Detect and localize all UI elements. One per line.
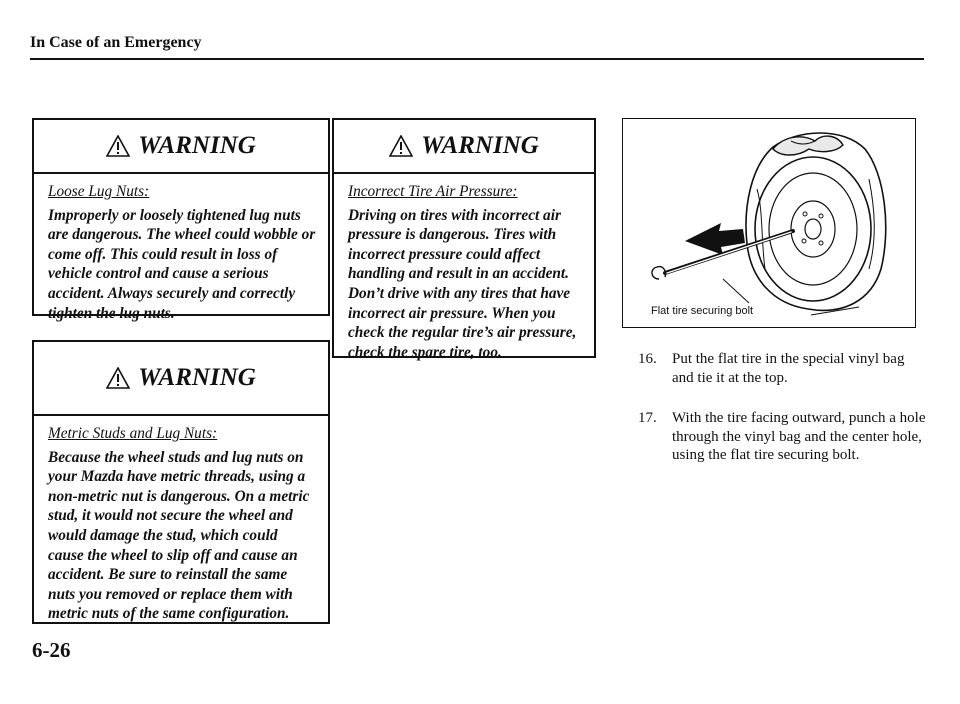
warning-box-tire-pressure xyxy=(332,118,596,361)
warning-text: Improperly or loosely tightened lug nuts are dangerous. The wheel could wobble or come off. This could result in loss of vehicle control and cause a serious accident. Always securely and correctly tighten the lug nuts. xyxy=(48,206,316,322)
warning-triangle-icon xyxy=(389,135,413,157)
warning-box-loose-lug-nuts xyxy=(32,118,330,322)
step-number: 16. xyxy=(638,351,657,367)
header-rule xyxy=(30,58,924,60)
step-item xyxy=(638,409,928,465)
warning-heading xyxy=(34,342,328,416)
warning-heading xyxy=(34,120,328,174)
instruction-steps xyxy=(638,350,928,487)
step-number: 17. xyxy=(638,410,657,426)
warning-triangle-icon xyxy=(106,135,130,157)
warning-text: Because the wheel studs and lug nuts on your Mazda have metric threads, using a non-metric nut is dangerous. On a metric stud, it would not secure the wheel and would damage the stud, which could cause the wheel to slip off and cause an accident. Be sure to reinstall the same nuts you removed or replace them with metric nuts of the same configuration. xyxy=(48,448,310,623)
warning-text: Driving on tires with incorrect air pressure is dangerous. Tires with incorrect pressure could affect handling and result in an accident. Don’t drive with any tires that have incorrect air pressure. When you check the regular tire’s air pressure, check the spare tire, too. xyxy=(348,206,577,361)
warning-heading xyxy=(334,120,594,174)
step-item xyxy=(638,350,928,387)
warning-subtitle: Metric Studs and Lug Nuts: xyxy=(48,425,218,442)
warning-heading-text: WARNING xyxy=(138,132,256,159)
step-text: Put the flat tire in the special vinyl bag and tie it at the top. xyxy=(672,351,905,386)
step-text: With the tire facing outward, punch a hole through the vinyl bag and the center hole, using the flat tire securing bolt. xyxy=(672,410,926,463)
tire-in-bag-illustration xyxy=(623,119,916,328)
figure-caption: Flat tire securing bolt xyxy=(651,305,754,317)
page-number: 6-26 xyxy=(32,638,71,662)
warning-subtitle: Incorrect Tire Air Pressure: xyxy=(348,183,518,200)
warning-subtitle: Loose Lug Nuts: xyxy=(48,183,150,200)
page-header-title: In Case of an Emergency xyxy=(30,34,202,51)
warning-heading-text: WARNING xyxy=(421,132,539,159)
warning-triangle-icon xyxy=(106,367,130,389)
warning-heading-text: WARNING xyxy=(138,364,256,391)
tire-bag-illustration xyxy=(622,118,916,328)
warning-box-metric-studs xyxy=(32,340,330,624)
